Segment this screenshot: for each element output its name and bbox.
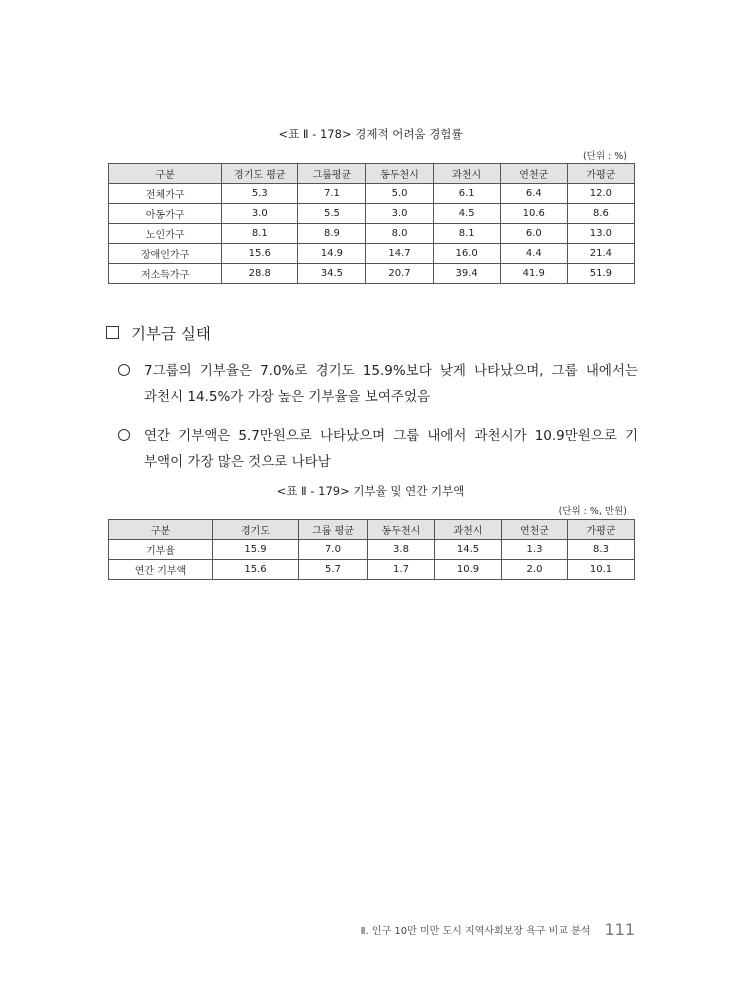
table-cell: 15.6 <box>222 244 298 264</box>
bullet-item <box>118 358 638 410</box>
table-cell: 7.1 <box>298 184 366 204</box>
table-cell: 34.5 <box>298 264 366 284</box>
table-cell: 51.9 <box>567 264 634 284</box>
table-cell: 전체가구 <box>109 184 222 204</box>
table2-header-cell: 과천시 <box>435 520 502 540</box>
table-cell: 3.0 <box>366 204 433 224</box>
bullet-line: 연간 기부액은 5.7만원으로 나타났으며 그룹 내에서 과천시가 10.9만원으로 기 <box>144 428 638 444</box>
table1-caption: <표 Ⅱ - 178> 경제적 어려움 경험률 <box>278 127 463 141</box>
table-cell: 연간 기부액 <box>109 560 213 580</box>
table1 <box>108 163 635 284</box>
table2-caption: <표 Ⅱ - 179> 기부율 및 연간 기부액 <box>276 484 465 498</box>
table-cell: 기부율 <box>109 540 213 560</box>
table1-header-cell: 가평군 <box>567 164 634 184</box>
table-cell: 28.8 <box>222 264 298 284</box>
table2-header-row <box>109 520 635 540</box>
circle-bullet-icon <box>118 429 130 441</box>
table-cell: 2.0 <box>502 560 568 580</box>
table-cell: 5.0 <box>366 184 433 204</box>
table2-header-cell: 그룹 평균 <box>299 520 368 540</box>
circle-bullet-icon <box>118 364 130 376</box>
table2 <box>108 519 635 580</box>
footer-chapter-title: Ⅱ. 인구 10만 미만 도시 지역사회보장 욕구 비교 분석 <box>360 926 591 937</box>
table1-header-cell: 동두천시 <box>366 164 433 184</box>
table-cell: 8.1 <box>222 224 298 244</box>
table-cell: 아동가구 <box>109 204 222 224</box>
table-cell: 노인가구 <box>109 224 222 244</box>
table-cell: 4.4 <box>500 244 567 264</box>
table-cell: 15.9 <box>213 540 299 560</box>
section-title: 기부금 실태 <box>131 325 211 343</box>
table-row <box>109 560 635 580</box>
table-cell: 1.3 <box>502 540 568 560</box>
table-cell: 3.8 <box>368 540 435 560</box>
table-cell: 21.4 <box>567 244 634 264</box>
table-cell: 1.7 <box>368 560 435 580</box>
table-cell: 14.5 <box>435 540 502 560</box>
table-cell: 7.0 <box>299 540 368 560</box>
page-footer <box>361 920 635 939</box>
table-cell: 39.4 <box>433 264 500 284</box>
table-cell: 16.0 <box>433 244 500 264</box>
table1-header-cell: 경기도 평균 <box>222 164 298 184</box>
table2-header-cell: 동두천시 <box>368 520 435 540</box>
table1-header-cell: 과천시 <box>433 164 500 184</box>
table1-unit: (단위 : %) <box>582 151 627 162</box>
bullet-line: 부액이 가장 많은 것으로 나타남 <box>144 454 331 470</box>
table-row <box>109 184 635 204</box>
table-cell: 8.6 <box>567 204 634 224</box>
table-cell: 8.1 <box>433 224 500 244</box>
page-number: 111 <box>604 920 635 939</box>
table1-header-row <box>109 164 635 184</box>
table-cell: 8.0 <box>366 224 433 244</box>
table-cell: 6.0 <box>500 224 567 244</box>
table-cell: 5.3 <box>222 184 298 204</box>
table2-header-cell: 가평군 <box>568 520 635 540</box>
table-row <box>109 540 635 560</box>
table-cell: 10.1 <box>568 560 635 580</box>
table-cell: 6.1 <box>433 184 500 204</box>
table-cell: 5.5 <box>298 204 366 224</box>
checkbox-square-icon <box>106 326 119 339</box>
section-heading <box>106 322 211 344</box>
table-row <box>109 244 635 264</box>
table1-header-cell: 구분 <box>109 164 222 184</box>
table-cell: 14.9 <box>298 244 366 264</box>
table2-header-cell: 구분 <box>109 520 213 540</box>
table-cell: 13.0 <box>567 224 634 244</box>
table2-unit: (단위 : %, 만원) <box>558 506 627 517</box>
table1-header-cell: 연천군 <box>500 164 567 184</box>
table-cell: 3.0 <box>222 204 298 224</box>
table-cell: 41.9 <box>500 264 567 284</box>
table-cell: 6.4 <box>500 184 567 204</box>
table-cell: 5.7 <box>299 560 368 580</box>
table-cell: 8.3 <box>568 540 635 560</box>
table-cell: 10.6 <box>500 204 567 224</box>
bullet-item <box>118 423 638 475</box>
table-row <box>109 204 635 224</box>
bullet-line: 7그룹의 기부율은 7.0%로 경기도 15.9%보다 낮게 나타났으며, 그룹 내에서는 <box>144 363 638 379</box>
table-cell: 장애인가구 <box>109 244 222 264</box>
table-cell: 14.7 <box>366 244 433 264</box>
table-cell: 4.5 <box>433 204 500 224</box>
table-row <box>109 224 635 244</box>
table1-header-cell: 그룹평균 <box>298 164 366 184</box>
table-cell: 8.9 <box>298 224 366 244</box>
table-cell: 저소득가구 <box>109 264 222 284</box>
table-cell: 15.6 <box>213 560 299 580</box>
table-cell: 10.9 <box>435 560 502 580</box>
table2-header-cell: 연천군 <box>502 520 568 540</box>
bullet-line: 과천시 14.5%가 가장 높은 기부율을 보여주었음 <box>144 389 431 405</box>
table-cell: 20.7 <box>366 264 433 284</box>
table-cell: 12.0 <box>567 184 634 204</box>
table-row <box>109 264 635 284</box>
table2-header-cell: 경기도 <box>213 520 299 540</box>
